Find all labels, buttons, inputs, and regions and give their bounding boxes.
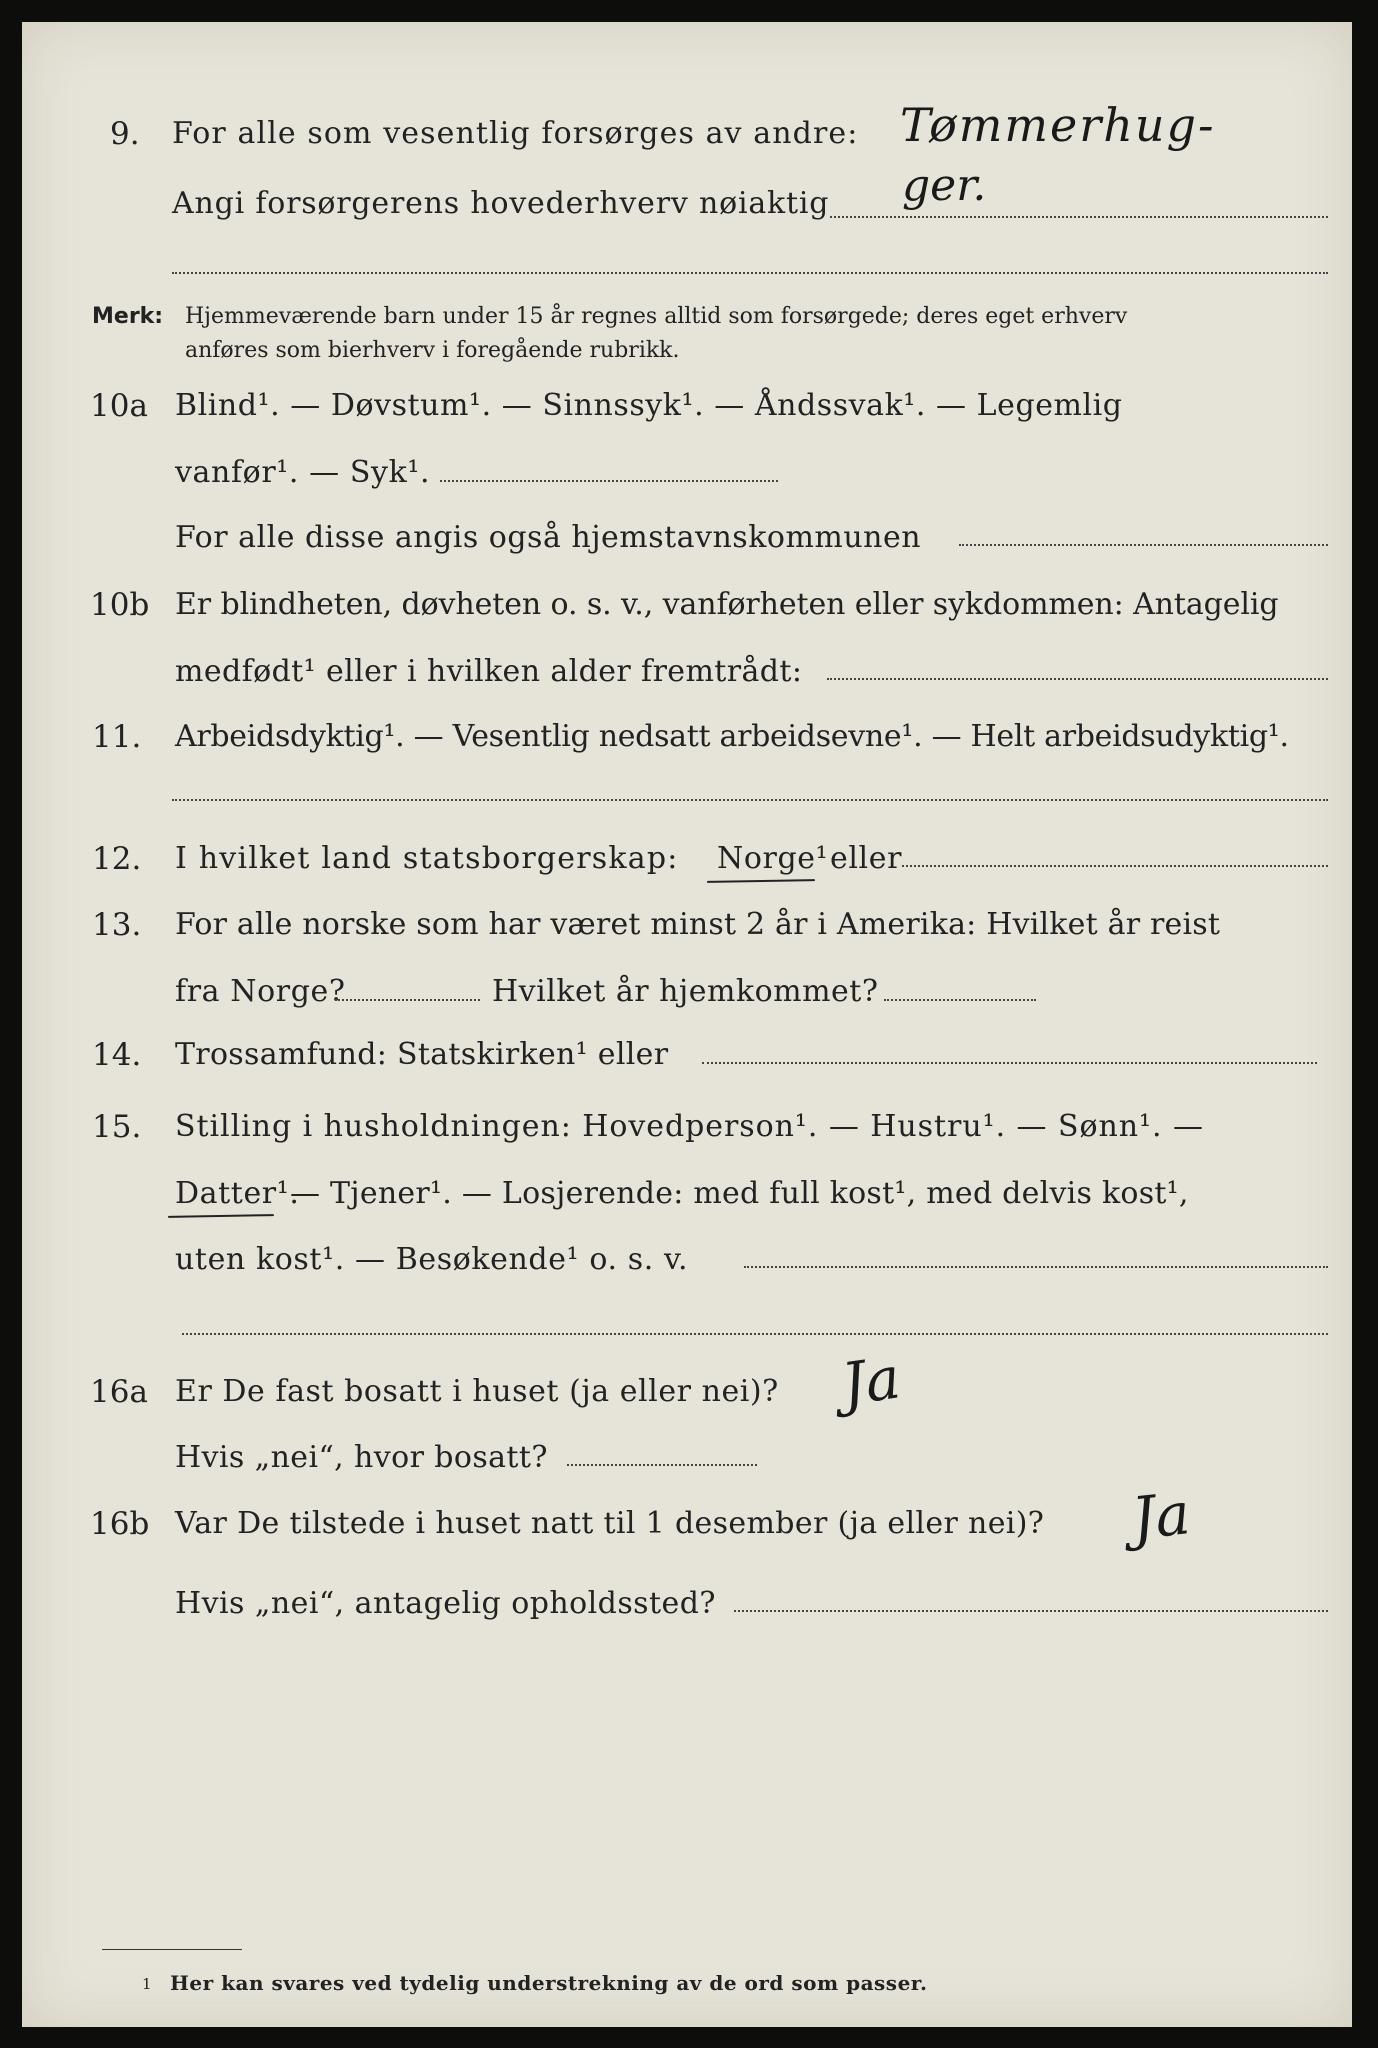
footnote-rule (102, 1949, 242, 1950)
q9-number: 9. (110, 116, 140, 152)
q11-line1: Arbeidsdyktig¹. — Vesentlig nedsatt arbeidsevne¹. — Helt arbeidsudyktig¹. (175, 719, 1289, 754)
q16a-number: 16a (90, 1374, 148, 1410)
q12-selected-option: Norge¹ (717, 841, 829, 876)
q16b-answer-line (734, 1610, 1328, 1612)
q15-selected-option: Datter¹. (175, 1176, 300, 1211)
q14-line1: Trossamfund: Statskirken¹ eller (175, 1037, 669, 1072)
merk-text-line1: Hjemmeværende barn under 15 år regnes alltid som forsørgede; deres eget erhverv (185, 304, 1128, 329)
q9-handwritten-answer-part1: Tømmerhug- (900, 98, 1216, 152)
q13-number: 13. (92, 907, 142, 943)
q9-question-line1: For alle som vesentlig forsørges av andre: (172, 116, 859, 151)
q12-answer-line (902, 865, 1328, 867)
q15-line2-rest: — Tjener¹. — Losjerende: med full kost¹, med delvis kost¹, (290, 1176, 1189, 1211)
q13-line2a: fra Norge? (175, 974, 346, 1009)
q10b-answer-line (827, 678, 1328, 680)
q9-answer-line (830, 216, 1328, 218)
q11-number: 11. (92, 719, 142, 755)
q15-number: 15. (92, 1109, 142, 1145)
q14-answer-line (702, 1062, 1317, 1064)
footnote-mark: 1 (142, 1975, 152, 1993)
q10a-line1: Blind¹. — Døvstum¹. — Sinnssyk¹. — Åndssvak¹. — Legemlig (175, 388, 1123, 423)
q12-suffix: eller (830, 841, 903, 876)
q16a-line2: Hvis „nei“, hvor bosatt? (175, 1440, 548, 1475)
q9-extra-answer-line (172, 272, 1328, 274)
q9-question-line2: Angi forsørgerens hovederhverv nøiaktig (172, 186, 830, 221)
footnote-text: Her kan svares ved tydelig understrekning av de ord som passer. (170, 1971, 928, 1995)
q10b-line1: Er blindheten, døvheten o. s. v., vanførheten eller sykdommen: Antagelig (175, 587, 1279, 622)
q10a-number: 10a (90, 388, 148, 424)
q16b-line2: Hvis „nei“, antagelig opholdssted? (175, 1586, 716, 1621)
q13-reist-answer-line (335, 999, 480, 1001)
q9-handwritten-answer-part2: ger. (902, 160, 987, 211)
q15-line3: uten kost¹. — Besøkende¹ o. s. v. (175, 1242, 689, 1277)
q12-underline-mark (707, 879, 815, 883)
q10a-line3: For alle disse angis også hjemstavnskommunen (175, 520, 922, 555)
q16b-handwritten-answer: Ja (1128, 1479, 1194, 1553)
q10a-line2: vanfør¹. — Syk¹. (175, 455, 431, 490)
q15-answer-line (744, 1266, 1328, 1268)
q13-line1: For alle norske som har været minst 2 år i Amerika: Hvilket år reist (175, 907, 1221, 942)
q14-number: 14. (92, 1037, 142, 1073)
census-form-page (22, 22, 1352, 2027)
q15-underline-mark (168, 1214, 274, 1218)
merk-text-line2: anføres som bierhverv i foregående rubrikk. (185, 338, 680, 363)
q16b-line1: Var De tilstede i huset natt til 1 desember (ja eller nei)? (175, 1506, 1045, 1541)
q16a-answer-line (567, 1464, 757, 1466)
q12-prefix: I hvilket land statsborgerskap: (175, 841, 679, 876)
q11-answer-line (172, 799, 1328, 801)
q10a-syk-answer-line (440, 480, 778, 482)
q16a-line1: Er De fast bosatt i huset (ja eller nei)? (175, 1374, 779, 1409)
q10b-number: 10b (90, 587, 150, 623)
q15-extra-answer-line (182, 1333, 1328, 1335)
q16a-handwritten-answer: Ja (837, 1343, 905, 1419)
q10b-line2: medfødt¹ eller i hvilken alder fremtrådt: (175, 654, 803, 689)
merk-label: Merk: (92, 304, 164, 329)
q13-line2b: Hvilket år hjemkommet? (492, 974, 879, 1009)
q13-hjemkommet-answer-line (884, 999, 1036, 1001)
q16b-number: 16b (90, 1506, 150, 1542)
q12-number: 12. (92, 841, 142, 877)
q15-line1: Stilling i husholdningen: Hovedperson¹. — Hustru¹. — Sønn¹. — (175, 1109, 1204, 1144)
q10a-hjemstavn-answer-line (959, 544, 1328, 546)
